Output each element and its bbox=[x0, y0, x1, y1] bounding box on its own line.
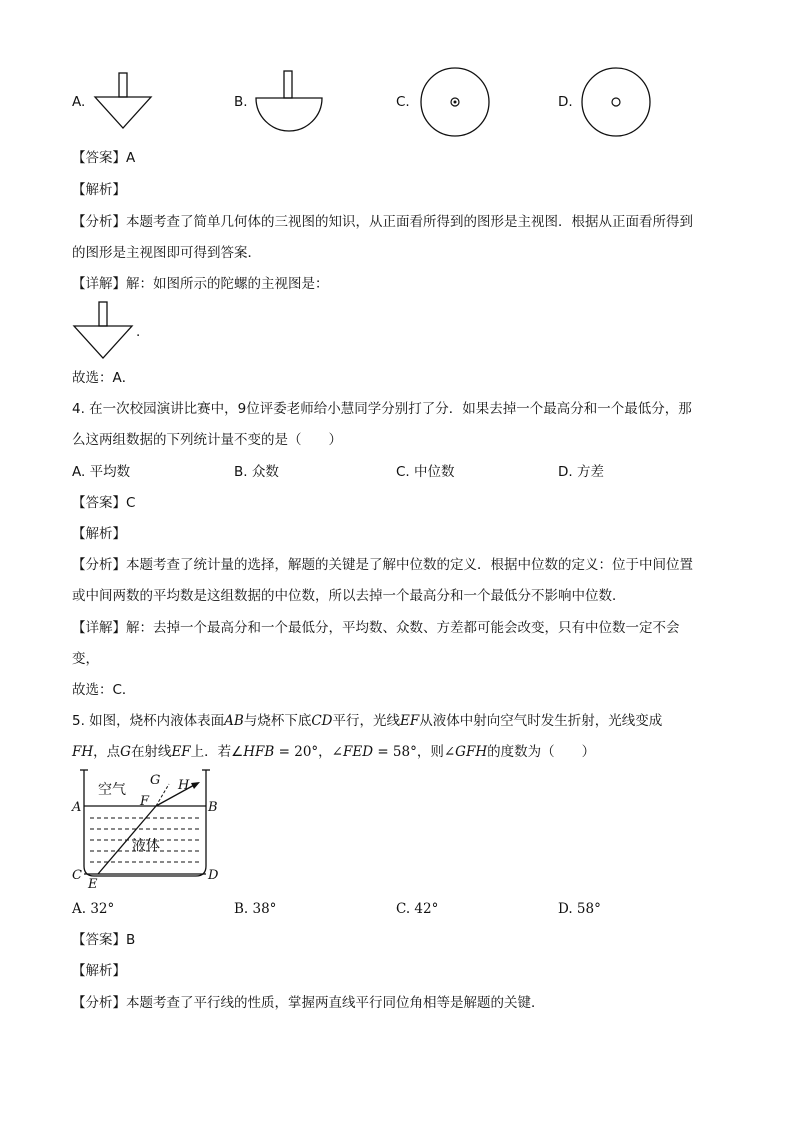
q3-conclusion: 故选：A． bbox=[72, 370, 136, 386]
q3-option-a-label: A. bbox=[72, 94, 86, 110]
q5-math-hfb: HFB bbox=[243, 744, 275, 760]
point-label-f: F bbox=[140, 794, 150, 809]
q4-xiangjie-line-1: 【详解】解：去掉一个最高分和一个最低分，平均数、众数、方差都可能会改变，只有中位数一定不会 bbox=[72, 620, 680, 636]
q5-math-ef: EF bbox=[400, 713, 420, 729]
beaker-label-air: 空气 bbox=[98, 782, 126, 798]
q3-option-b-label: B. bbox=[234, 94, 248, 110]
q5-text: 与烧杯下底 bbox=[243, 713, 312, 729]
q4-option-a: A. 平均数 bbox=[72, 464, 131, 480]
q5-fenxi: 【分析】本题考查了平行线的性质，掌握两直线平行同位角相等是解题的关键． bbox=[72, 995, 545, 1011]
top-circle-ring-icon bbox=[580, 66, 654, 140]
beaker-label-liquid: 液体 bbox=[132, 838, 160, 854]
q3-option-d-label: D. bbox=[558, 94, 573, 110]
q5-option-a: A. 32° bbox=[72, 901, 115, 917]
q4-analysis-heading: 【解析】 bbox=[72, 526, 126, 542]
top-inverted-triangle-icon bbox=[92, 70, 156, 134]
q5-option-b: B. 38° bbox=[234, 901, 277, 917]
q3-analysis-heading: 【解析】 bbox=[72, 182, 126, 198]
q5-math-gfh: GFH bbox=[455, 744, 488, 760]
q3-figure-period: . bbox=[136, 324, 141, 340]
q3-fenxi-line-1: 【分析】本题考查了简单几何体的三视图的知识，从正面看所得到的图形是主视图．根据从正面看所得到 bbox=[72, 214, 693, 230]
q4-option-b: B. 众数 bbox=[234, 464, 279, 480]
q4-answer: 【答案】C bbox=[72, 495, 136, 511]
q5-text: 从液体中射向空气时发生折射，光线变成 bbox=[419, 713, 663, 729]
q4-option-c: C. 中位数 bbox=[396, 464, 455, 480]
q3-fenxi-line-2: 的图形是主视图即可得到答案． bbox=[72, 245, 261, 261]
q5-option-d: D. 58° bbox=[558, 901, 601, 917]
point-label-g: G bbox=[150, 773, 161, 788]
q4-option-d: D. 方差 bbox=[558, 464, 604, 480]
q5-text: 的度数为（ ） bbox=[487, 744, 596, 760]
q5-math-g: G bbox=[120, 744, 131, 760]
q4-fenxi-line-2: 或中间两数的平均数是这组数据的中位数，所以去掉一个最高分和一个最低分不影响中位数． bbox=[72, 588, 626, 604]
q5-text: 平行，光线 bbox=[332, 713, 400, 729]
beaker-refraction-diagram bbox=[70, 766, 220, 890]
top-circle-dot-icon bbox=[417, 66, 495, 140]
q5-math-fed: FED bbox=[342, 744, 374, 760]
q4-fenxi-line-1: 【分析】本题考查了统计量的选择，解题的关键是了解中位数的定义．根据中位数的定义：位于中间位置 bbox=[72, 557, 693, 573]
q5-analysis-heading: 【解析】 bbox=[72, 963, 126, 979]
point-label-d: D bbox=[208, 868, 219, 883]
top-semicircle-icon bbox=[252, 68, 326, 136]
q5-math-cd: CD bbox=[311, 713, 333, 729]
q3-option-c-label: C. bbox=[396, 94, 410, 110]
q4-xiangjie-line-2: 变， bbox=[72, 651, 99, 667]
point-label-a: A bbox=[72, 800, 82, 815]
q5-text: 上．若∠ bbox=[190, 744, 244, 760]
q4-conclusion: 故选：C． bbox=[72, 682, 136, 698]
point-label-e: E bbox=[88, 877, 98, 890]
q3-answer: 【答案】A bbox=[72, 150, 136, 166]
q5-math-ef-2: EF bbox=[171, 744, 191, 760]
point-label-c: C bbox=[72, 868, 82, 883]
q3-xiangjie: 【详解】解：如图所示的陀螺的主视图是： bbox=[72, 276, 329, 292]
point-label-h: H bbox=[178, 778, 190, 793]
q5-text: 在射线 bbox=[130, 744, 172, 760]
q5-text: 5. 如图，烧杯内液体表面 bbox=[72, 713, 225, 729]
q4-stem-line-2: 么这两组数据的下列统计量不变的是（ ） bbox=[72, 432, 342, 448]
q5-option-c: C. 42° bbox=[396, 901, 439, 917]
spinning-top-front-view-icon bbox=[72, 300, 136, 362]
q5-answer: 【答案】B bbox=[72, 932, 136, 948]
q5-math-fh: FH bbox=[72, 744, 94, 760]
q5-fed-value: = 58°，则∠ bbox=[373, 744, 456, 760]
q5-stem-line-1 bbox=[72, 711, 662, 731]
q4-stem-line-1: 4. 在一次校园演讲比赛中，9位评委老师给小慧同学分别打了分．如果去掉一个最高分和一个最低分，那 bbox=[72, 401, 692, 417]
q5-hfb-value: = 20°，∠ bbox=[274, 744, 343, 760]
point-label-b: B bbox=[208, 800, 218, 815]
q5-text: ，点 bbox=[93, 744, 121, 760]
q5-math-ab: AB bbox=[224, 713, 244, 729]
q5-stem-line-2 bbox=[72, 742, 595, 762]
